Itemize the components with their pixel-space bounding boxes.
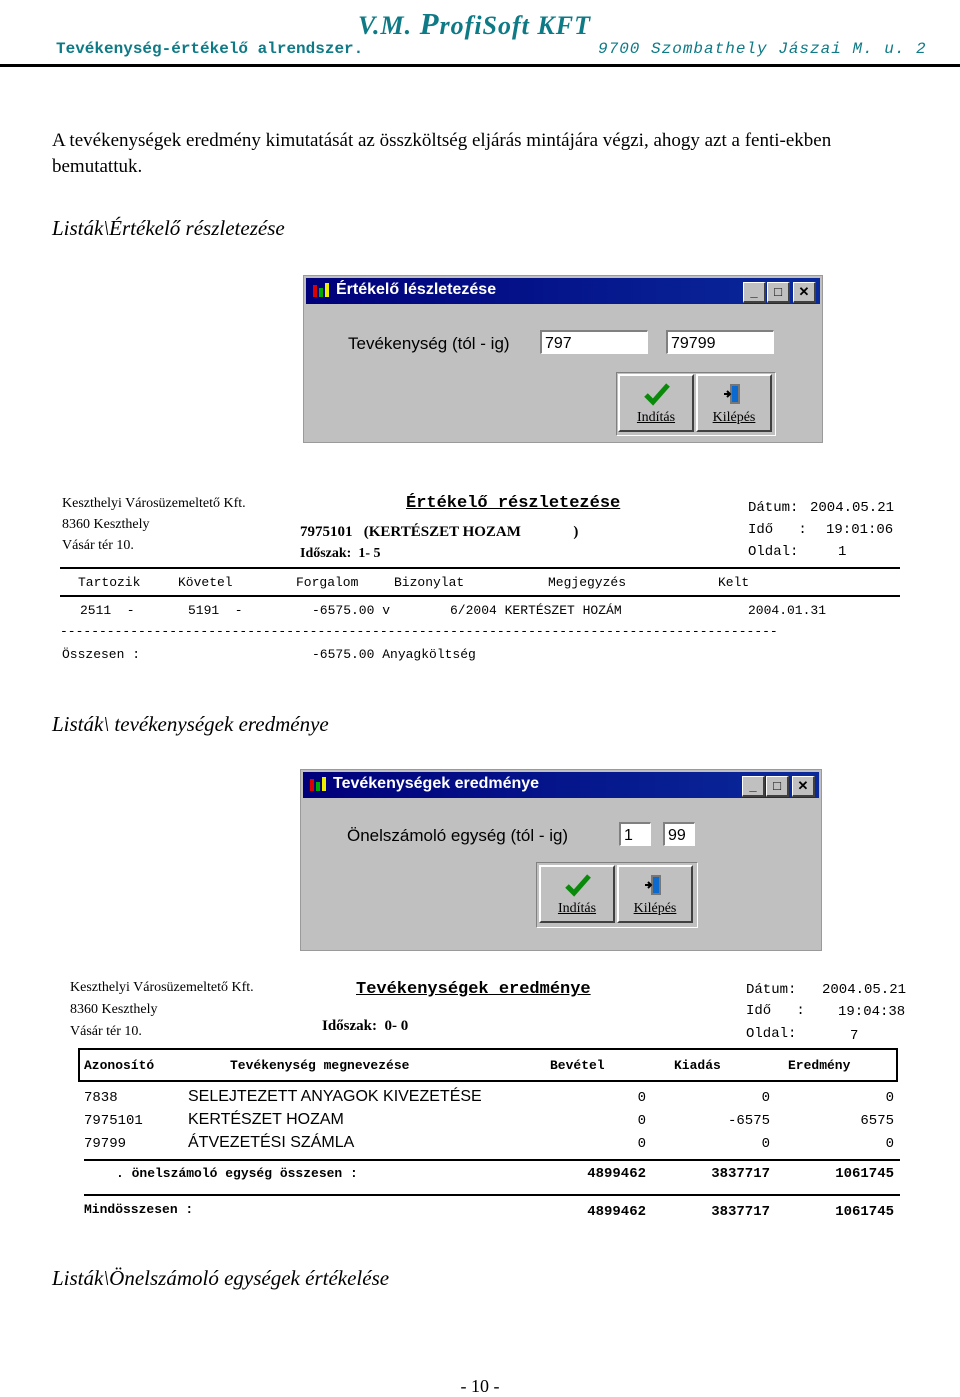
time-label: Idő :	[746, 1003, 805, 1019]
company-initial: P	[419, 6, 440, 41]
start-button[interactable]	[539, 865, 615, 923]
row-result: 0	[885, 1136, 894, 1152]
dialog-titlebar	[303, 772, 819, 798]
app-icon	[312, 283, 330, 299]
row-expense: 0	[761, 1136, 770, 1152]
range-label: Önelszámoló egység (tól - ig)	[347, 826, 569, 845]
org-line-1: Keszthelyi Városüzemeltető Kft.	[70, 980, 254, 995]
table-row	[66, 1111, 920, 1135]
grand-expense: 3837717	[711, 1204, 770, 1220]
maximize-button[interactable]: □	[766, 776, 789, 797]
start-button[interactable]	[618, 374, 694, 432]
row-name: KERTÉSZET HOZAM	[188, 1111, 344, 1128]
exit-door-icon	[722, 382, 748, 406]
company-prefix: V.M.	[358, 11, 420, 40]
col-eredmeny: Eredmény	[788, 1058, 851, 1073]
table-row	[66, 1134, 920, 1158]
time-label: Idő :	[748, 522, 807, 538]
exit-button[interactable]	[617, 865, 693, 923]
report-title: Értékelő részletezése	[406, 494, 621, 513]
rule-subtotal	[84, 1159, 900, 1161]
col-megjegyzes: Megjegyzés	[548, 575, 627, 590]
dialog-title: Értékelő Iészletezése	[336, 281, 497, 298]
company-name	[358, 6, 591, 42]
page-label: Oldal:	[746, 1026, 797, 1042]
checkmark-icon	[565, 873, 591, 897]
start-label: Indítás	[557, 901, 597, 916]
row-income: 0	[637, 1113, 646, 1129]
company-rest: rofiSoft KFT	[439, 11, 591, 40]
checkmark-icon	[644, 382, 670, 406]
col-bevetel: Bevétel	[550, 1058, 605, 1073]
section-title-3: Listák\Önelszámoló egységek értékelése	[52, 1266, 390, 1290]
to-input[interactable]: 99	[663, 822, 695, 846]
time-value: 19:01:06	[826, 522, 894, 538]
org-line-2: 8360 Keszthely	[70, 1002, 158, 1017]
report-code-line: 7975101 (KERTÉSZET HOZAM )	[300, 524, 579, 540]
col-kiadas: Kiadás	[674, 1058, 721, 1073]
dashed-separator: --------------------------------------------------------------------------------------------	[60, 624, 778, 639]
org-line-3: Vásár tér 10.	[62, 538, 134, 553]
start-label: Indítás	[636, 410, 676, 425]
total-value: -6575.00 Anyagköltség	[312, 647, 476, 662]
subtotal-result: 1061745	[835, 1166, 894, 1182]
row-bizonylat: 6/2004 KERTÉSZET HOZÁM	[450, 603, 622, 618]
date-label: Dátum:	[746, 982, 797, 998]
subtotal-label: . önelszámoló egység összesen :	[116, 1166, 358, 1181]
date-label: Dátum:	[748, 500, 799, 516]
maximize-button[interactable]: □	[767, 282, 790, 303]
row-id: 7838	[84, 1090, 118, 1106]
column-header-box	[78, 1048, 898, 1082]
header-rule	[0, 64, 960, 67]
row-id: 7975101	[84, 1113, 143, 1129]
dialog-titlebar	[306, 278, 820, 304]
report-period: Időszak: 1- 5	[300, 546, 381, 561]
exit-door-icon	[643, 873, 669, 897]
row-id: 79799	[84, 1136, 127, 1152]
range-label: Tevékenység (tól - ig)	[348, 334, 510, 353]
button-group	[616, 372, 776, 436]
exit-label: Kilépés	[712, 410, 756, 425]
rule-header	[60, 595, 900, 597]
row-name: SELEJTEZETT ANYAGOK KIVEZETÉSE	[188, 1088, 482, 1105]
report-tevekenysegek	[66, 980, 920, 1225]
col-megnevezes: Tevékenység megnevezése	[230, 1058, 410, 1073]
app-icon	[309, 777, 327, 793]
row-tartozik: 2511 -	[80, 603, 135, 618]
grand-income: 4899462	[587, 1204, 646, 1220]
page-value: 7	[850, 1028, 859, 1044]
org-line-3: Vásár tér 10.	[70, 1024, 142, 1039]
col-forgalom: Forgalom	[296, 575, 359, 590]
col-kovetel: Követel	[178, 575, 233, 590]
subtotal-income: 4899462	[587, 1166, 646, 1182]
row-forgalom: -6575.00 v	[312, 603, 391, 618]
total-label: Összesen :	[62, 647, 141, 662]
close-button[interactable]: ✕	[792, 776, 815, 797]
dialog-ertekelo	[303, 275, 823, 443]
grand-result: 1061745	[835, 1204, 894, 1220]
row-income: 0	[637, 1090, 646, 1106]
row-result: 0	[885, 1090, 894, 1106]
col-tartozik: Tartozik	[78, 575, 141, 590]
date-value: 2004.05.21	[810, 500, 895, 516]
org-line-2: 8360 Keszthely	[62, 517, 150, 532]
row-income: 0	[637, 1136, 646, 1152]
page-value: 1	[838, 544, 847, 560]
exit-button[interactable]	[696, 374, 772, 432]
section-title-2: Listák\ tevékenységek eredménye	[52, 712, 329, 736]
row-kovetel: 5191 -	[188, 603, 243, 618]
row-expense: 0	[761, 1090, 770, 1106]
time-value: 19:04:38	[838, 1004, 906, 1020]
page-number: - 10 -	[460, 1376, 500, 1396]
grand-label: Mindösszesen :	[84, 1202, 194, 1217]
intro-paragraph: A tevékenységek eredmény kimutatását az összköltség eljárás mintájára végzi, ahogy azt a fenti-ekben bemutattuk.	[52, 130, 832, 177]
from-input[interactable]: 797	[540, 330, 648, 354]
rule-top	[60, 567, 900, 569]
minimize-button[interactable]: _	[743, 282, 766, 303]
col-kelt: Kelt	[718, 575, 750, 590]
date-value: 2004.05.21	[822, 982, 907, 998]
row-expense: -6575	[727, 1113, 770, 1129]
page-label: Oldal:	[748, 544, 799, 560]
report-period: Időszak: 0- 0	[322, 1018, 409, 1034]
col-azonosito: Azonosító	[84, 1058, 155, 1073]
header-subtitle: Tevékenység-értékelő alrendszer.	[56, 40, 364, 58]
section-title-1: Listák\Értékelő részletezése	[52, 216, 285, 240]
table-row	[66, 1088, 920, 1112]
report-title: Tevékenységek eredménye	[356, 980, 591, 999]
row-kelt: 2004.01.31	[748, 603, 827, 618]
row-result: 6575	[860, 1113, 894, 1129]
row-name: ÁTVEZETÉSI SZÁMLA	[188, 1134, 355, 1151]
exit-label: Kilépés	[633, 901, 677, 916]
to-input[interactable]: 79799	[666, 330, 774, 354]
dialog-tevekenysegek	[300, 769, 822, 951]
dialog-title: Tevékenységek eredménye	[333, 775, 540, 792]
close-button[interactable]: ✕	[793, 282, 816, 303]
button-group	[536, 862, 698, 928]
org-line-1: Keszthelyi Városüzemeltető Kft.	[62, 496, 246, 511]
subtotal-expense: 3837717	[711, 1166, 770, 1182]
header-address: 9700 Szombathely Jászai M. u. 2	[598, 40, 927, 58]
rule-grand	[84, 1194, 900, 1196]
minimize-button[interactable]: _	[742, 776, 765, 797]
from-input[interactable]: 1	[619, 822, 651, 846]
col-bizonylat: Bizonylat	[394, 575, 465, 590]
report-ertekelo	[60, 496, 920, 668]
